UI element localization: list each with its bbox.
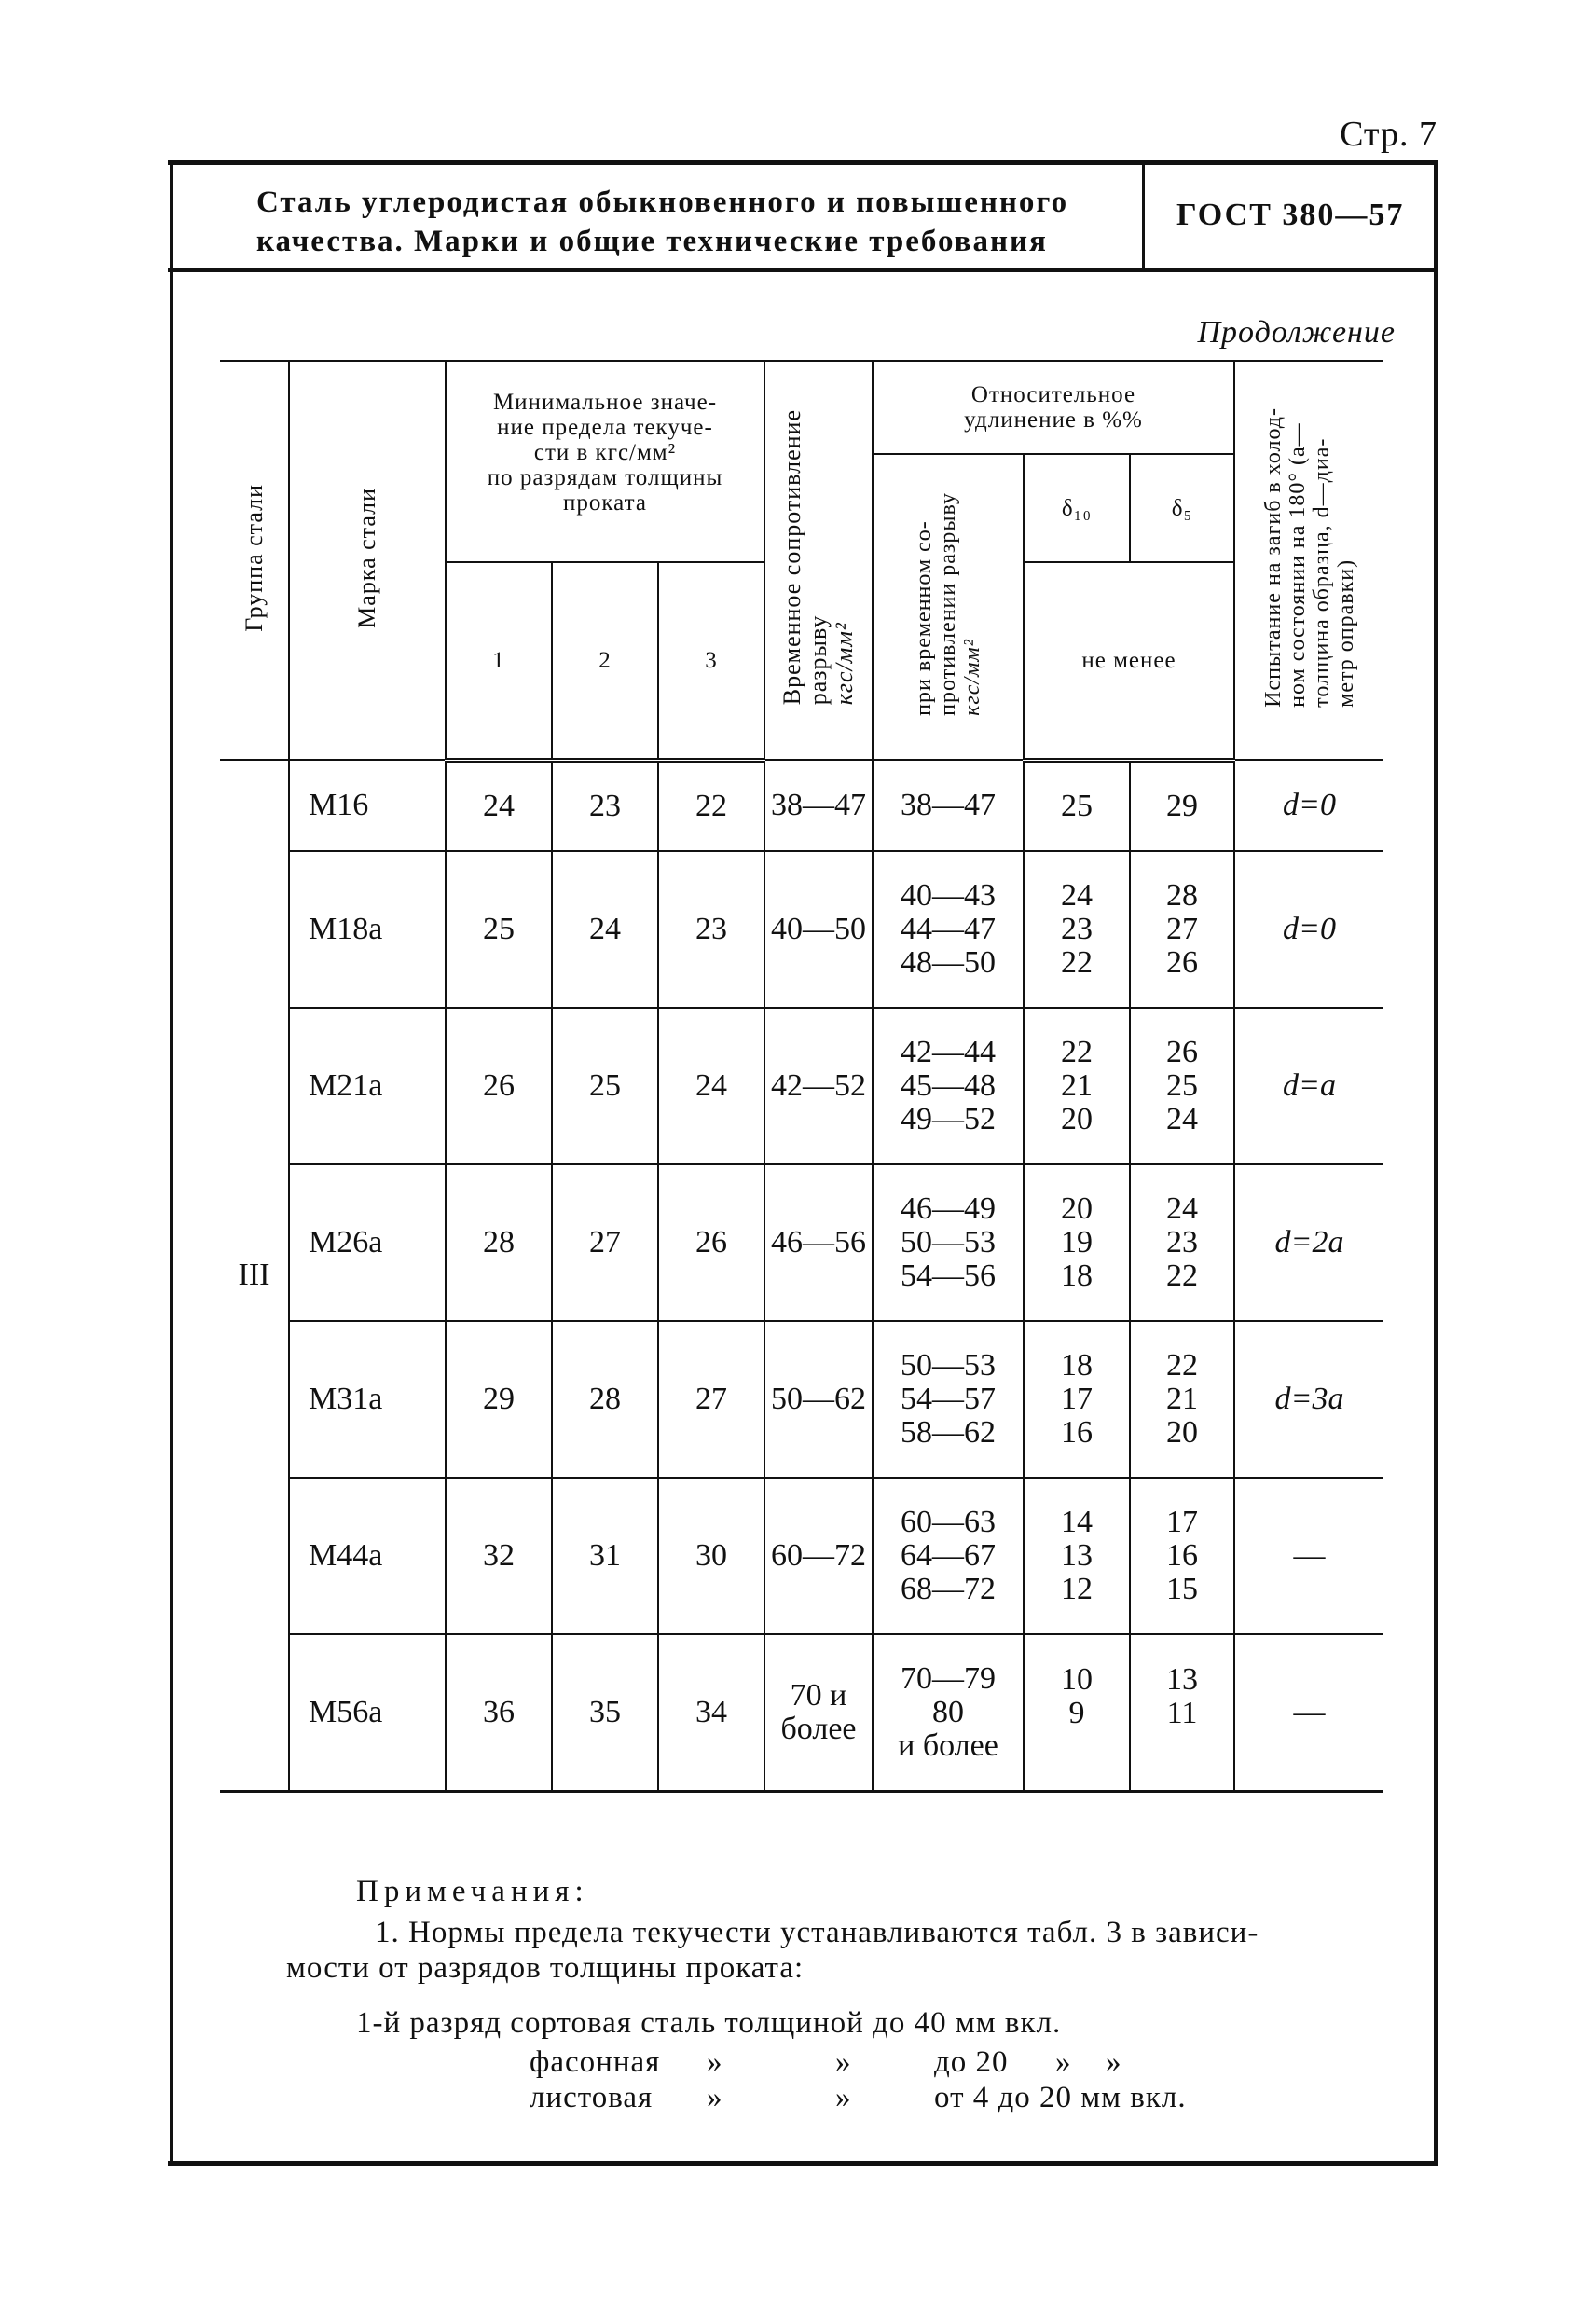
note-shaped-label: фасонная [530,2045,661,2079]
header-tensile-line1: Временное сопротивление [778,409,805,706]
bend-cell: d=3a [1234,1321,1383,1478]
at-tensile-value: 48—50 [901,945,996,980]
group-cell: III [220,760,289,1791]
table-row [220,760,1383,851]
header-yield-line4: по разрядам толщины [487,465,723,490]
grade-cell: М21а [289,1008,446,1164]
frame-right [1434,160,1438,2165]
bend-cell: d=0 [1234,760,1383,851]
delta5-value: 24 [1166,1191,1198,1226]
header-yield-line3: сти в кгс/мм² [533,440,677,465]
delta10-value: 9 [1068,1696,1085,1730]
at-tensile-value: 45—48 [901,1068,996,1103]
header-at-tensile-line3: кгс/мм² [960,639,984,716]
at-tensile-value: 58—62 [901,1415,996,1450]
bend-cell: d=2a [1234,1164,1383,1321]
header-elongation [873,361,1234,454]
delta10-value: 25 [1061,788,1093,823]
bend-cell: d=0 [1234,851,1383,1008]
at-tensile-value: 42—44 [901,1035,996,1069]
at-tensile-value: 70—79 [901,1660,996,1696]
continuation-label: Продолжение [1197,315,1396,350]
grade-cell: М18а [289,851,446,1008]
tensile-cell: 50—62 [764,1321,873,1478]
delta5-value: 22 [1166,1259,1198,1293]
tensile-cell: 42—52 [764,1008,873,1164]
note-1-line-1: 1. Нормы предела текучести устанавливаются табл. 3 в зависи- [375,1916,1259,1949]
delta5-cell [1130,760,1234,851]
tensile-line2: более [780,1711,857,1746]
document-title [256,183,1123,261]
delta5-value: 11 [1166,1696,1198,1730]
note-ditto: » [835,2045,852,2079]
title-line-2: качества. Марки и общие технические требования [256,225,1048,258]
at-tensile-value: 38—47 [901,788,996,822]
yield-1-cell: 25 [446,851,552,1008]
header-bend-label [1261,407,1358,708]
notes-heading: Примечания: [356,1875,589,1908]
header-col-3: 3 [658,562,764,760]
header-tensile-line3: кгс/мм² [831,622,858,706]
steel-properties-table [220,360,1383,1793]
delta10-value: 14 [1061,1505,1093,1539]
delta10-value: 18 [1061,1259,1093,1293]
yield-3-cell: 30 [658,1478,764,1634]
delta5-value: 28 [1166,878,1198,913]
title-line-1: Сталь углеродистая обыкновенного и повышенного [256,186,1069,219]
bend-cell: — [1234,1478,1383,1634]
note-sheet-range: от 4 до 20 мм вкл. [934,2081,1187,2114]
header-at-tensile-label [912,492,984,716]
tensile-cell: 38—47 [764,760,873,851]
table-row [220,1478,1383,1634]
at-tensile-value: 44—47 [901,912,996,946]
at-tensile-cell [873,1634,1024,1791]
note-ditto: » [1106,2045,1122,2079]
note-ditto: » [835,2081,852,2114]
delta10-cell [1024,1008,1130,1164]
delta10-value: 21 [1061,1068,1093,1103]
yield-1-cell: 24 [446,760,552,851]
delta10-value: 22 [1061,945,1093,980]
delta5-value: 21 [1166,1382,1198,1416]
tensile-cell: 40—50 [764,851,873,1008]
tensile-cell: 46—56 [764,1164,873,1321]
at-tensile-cell [873,1478,1024,1634]
header-at-tensile [873,454,1024,760]
delta5-value: 15 [1166,1572,1198,1606]
header-delta10: δ₁₀ [1024,454,1130,562]
tensile-cell [764,1634,873,1791]
yield-1-cell: 28 [446,1164,552,1321]
header-delta5: δ₅ [1130,454,1234,562]
yield-2-cell: 28 [552,1321,658,1478]
delta10-value: 20 [1061,1102,1093,1136]
header-bend-line1: Испытание на загиб в холод- [1260,407,1286,708]
at-tensile-value: 40—43 [901,878,996,913]
at-tensile-value: и более [898,1727,998,1763]
note-1-line-2: мости от разрядов толщины проката: [286,1951,805,1985]
at-tensile-value: 54—56 [901,1259,996,1293]
at-tensile-value: 54—57 [901,1382,996,1416]
at-tensile-value: 49—52 [901,1102,996,1136]
at-tensile-value: 50—53 [901,1348,996,1383]
delta10-value: 20 [1061,1191,1093,1226]
bend-cell: d=a [1234,1008,1383,1164]
delta5-value: 26 [1166,945,1198,980]
tensile-cell: 60—72 [764,1478,873,1634]
bend-cell: — [1234,1634,1383,1791]
delta5-value: 16 [1166,1538,1198,1573]
header-yield [446,361,764,562]
header-bottom-rule [168,268,1438,272]
yield-1-cell: 32 [446,1478,552,1634]
delta10-value: 22 [1061,1035,1093,1069]
header-grade-label: Марка стали [353,487,380,628]
header-bend-line2: ном состоянии на 180° (а— [1285,422,1310,708]
delta10-value: 17 [1061,1382,1093,1416]
at-tensile-cell [873,851,1024,1008]
at-tensile-value: 50—53 [901,1225,996,1259]
yield-3-cell: 22 [658,760,764,851]
header-not-less: не менее [1024,562,1234,760]
at-tensile-value: 64—67 [901,1538,996,1573]
yield-2-cell: 24 [552,851,658,1008]
header-group-label: Группа стали [240,483,268,632]
delta5-value: 23 [1166,1225,1198,1259]
header-yield-line5: проката [563,490,647,516]
yield-3-cell: 34 [658,1634,764,1791]
frame-bottom-rule [168,2161,1438,2166]
table-row [220,1008,1383,1164]
header-col-2: 2 [552,562,658,760]
table-row [220,1634,1383,1791]
yield-1-cell: 36 [446,1634,552,1791]
delta10-value: 18 [1061,1348,1093,1383]
delta10-value: 13 [1061,1538,1093,1573]
header-yield-line1: Минимальное значе- [492,390,718,415]
grade-cell: М56а [289,1634,446,1791]
delta10-value: 24 [1061,878,1093,913]
delta5-value: 20 [1166,1415,1198,1450]
yield-2-cell: 23 [552,760,658,851]
delta10-cell [1024,1478,1130,1634]
yield-2-cell: 25 [552,1008,658,1164]
header-at-tensile-line2: противлении разрыву [936,492,960,716]
grade-cell: М44а [289,1478,446,1634]
delta10-value: 10 [1061,1662,1093,1697]
grade-cell: М16 [289,760,446,851]
yield-2-cell: 35 [552,1634,658,1791]
header-yield-line2: ние предела текуче- [497,415,713,440]
header-col-1: 1 [446,562,552,760]
header-at-tensile-line1: при временном со- [912,520,936,716]
delta5-cell [1130,1634,1234,1791]
delta10-value: 16 [1061,1415,1093,1450]
delta10-cell [1024,1634,1130,1791]
delta5-value: 27 [1166,912,1198,946]
at-tensile-cell [873,1008,1024,1164]
header-tensile [764,361,873,760]
note-ditto: » [707,2081,723,2114]
yield-1-cell: 26 [446,1008,552,1164]
note-rank-1: 1-й разряд сортовая сталь толщиной до 40 мм вкл. [356,2006,1062,2040]
delta5-value: 22 [1166,1348,1198,1383]
notes-section [286,1874,1400,1986]
at-tensile-cell [873,760,1024,851]
delta5-value: 24 [1166,1102,1198,1136]
header-tensile-label [779,409,858,705]
at-tensile-cell [873,1164,1024,1321]
at-tensile-cell [873,1321,1024,1478]
header-bend-test [1234,361,1383,760]
delta5-cell [1130,1008,1234,1164]
at-tensile-value: 68—72 [901,1572,996,1606]
delta5-value: 25 [1166,1068,1198,1103]
delta5-value: 26 [1166,1035,1198,1069]
yield-3-cell: 26 [658,1164,764,1321]
yield-3-cell: 27 [658,1321,764,1478]
yield-2-cell: 27 [552,1164,658,1321]
delta10-value: 12 [1061,1572,1093,1606]
delta5-cell [1130,1321,1234,1478]
header-tensile-line2: разрыву [805,614,832,706]
table-row [220,1321,1383,1478]
delta10-cell [1024,760,1130,851]
delta5-cell [1130,1164,1234,1321]
note-ditto: » [1055,2045,1072,2079]
at-tensile-value: 60—63 [901,1505,996,1539]
delta5-cell [1130,1478,1234,1634]
delta10-cell [1024,1164,1130,1321]
header-elong-line2: удлинение в %% [964,407,1143,433]
delta10-cell [1024,1321,1130,1478]
header-bend-line4: метр оправки) [1333,558,1358,708]
yield-3-cell: 23 [658,851,764,1008]
table-row [220,851,1383,1008]
standard-number: ГОСТ 380—57 [1176,198,1405,232]
header-grade [289,361,446,760]
delta5-value: 17 [1166,1505,1198,1539]
header-group [220,361,289,760]
delta10-value: 23 [1061,912,1093,946]
yield-3-cell: 24 [658,1008,764,1164]
grade-cell: М26а [289,1164,446,1321]
delta5-cell [1130,851,1234,1008]
yield-1-cell: 29 [446,1321,552,1478]
grade-cell: М31а [289,1321,446,1478]
delta10-cell [1024,851,1130,1008]
header-elong-line1: Относительное [970,382,1136,407]
header-top-rule [168,160,1438,165]
note-ditto: » [707,2045,723,2079]
header-bend-line3: толщина образца, d—диа- [1309,437,1334,708]
at-tensile-value: 46—49 [901,1191,996,1226]
delta5-value: 29 [1166,788,1198,823]
header-divider [1142,165,1145,268]
tensile-line1: 70 и [790,1677,847,1713]
at-tensile-value: 80 [932,1694,964,1729]
delta5-value: 13 [1166,1662,1198,1697]
delta10-value: 19 [1061,1225,1093,1259]
note-shaped-range: до 20 [934,2045,1009,2079]
frame-left [170,160,173,2165]
page-number: Стр. 7 [1340,115,1438,154]
yield-2-cell: 31 [552,1478,658,1634]
table-row [220,1164,1383,1321]
note-sheet-label: листовая [530,2081,654,2114]
